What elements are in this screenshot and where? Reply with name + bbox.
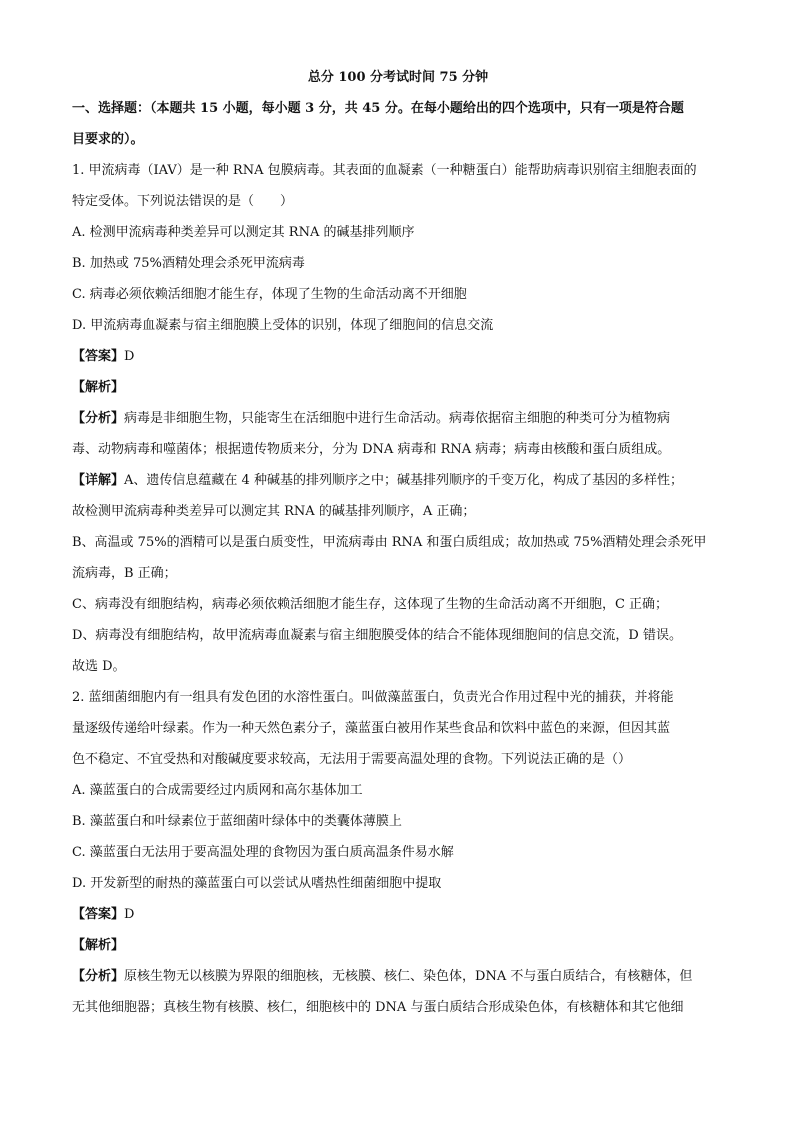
q1-detail-line-3: B、高温或 75%的酒精可以是蛋白质变性，甲流病毒由 RNA 和蛋白质组成；故加热或 75%酒精处理会杀死甲 xyxy=(72,535,707,550)
q1-option-c: C. 病毒必须依赖活细胞才能生存，体现了生物的生命活动离不开细胞 xyxy=(72,287,467,302)
answer-value: D xyxy=(124,907,135,922)
q1-answer xyxy=(72,341,724,372)
q2-option-c: C. 藻蓝蛋白无法用于要高温处理的食物因为蛋白质高温条件易水解 xyxy=(72,845,454,860)
q2-option-a: A. 藻蓝蛋白的合成需要经过内质网和高尔基体加工 xyxy=(72,783,363,798)
section-title-line-1: 一、选择题：（本题共 15 小题，每小题 3 分，共 45 分。在每小题给出的四个选项中，只有一项是符合题 xyxy=(72,101,684,116)
section-title-line-2: 目要求的）。 xyxy=(72,132,144,147)
answer-tag: 【答案】 xyxy=(72,349,125,364)
q2-option-d: D. 开发新型的耐热的藻蓝蛋白可以尝试从嗜热性细菌细胞中提取 xyxy=(72,876,442,891)
document-page xyxy=(72,62,724,1023)
detail-tag: 【详解】 xyxy=(72,473,125,488)
q1-analysis-heading xyxy=(72,372,724,403)
analysis-tag: 【解析】 xyxy=(72,380,125,395)
fenxi-tag: 【分析】 xyxy=(72,969,125,984)
q1-detail-line-1 xyxy=(72,465,724,496)
q1-stem-line-1: 1. 甲流病毒（IAV）是一种 RNA 包膜病毒。其表面的血凝素（一种糖蛋白）能帮助病毒识别宿主细胞表面的 xyxy=(72,163,697,178)
answer-tag: 【答案】 xyxy=(72,907,125,922)
q2-stem-line-2: 量逐级传递给叶绿素。作为一种天然色素分子，藻蓝蛋白被用作某些食品和饮料中蓝色的来源，但因其蓝 xyxy=(72,721,671,736)
q2-fenxi-line-1 xyxy=(72,961,724,992)
q2-fenxi-text-1: 原核生物无以核膜为界限的细胞核，无核膜、核仁、染色体，DNA 不与蛋白质结合，有核糖体，但 xyxy=(124,969,693,984)
q1-fenxi-text-1: 病毒是非细胞生物，只能寄生在活细胞中进行生命活动。病毒依据宿主细胞的种类可分为植物病 xyxy=(124,411,671,426)
q1-detail-line-7: 故选 D。 xyxy=(72,659,126,674)
q2-stem-line-3: 色不稳定、不宜受热和对酸碱度要求较高，无法用于需要高温处理的食物。下列说法正确的是（） xyxy=(72,752,632,767)
q1-option-a: A. 检测甲流病毒种类差异可以测定其 RNA 的碱基排列顺序 xyxy=(72,225,415,240)
q2-stem-line-1: 2. 蓝细菌细胞内有一组具有发色团的水溶性蛋白。叫做藻蓝蛋白，负责光合作用过程中光的捕获，并将能 xyxy=(72,690,674,705)
q1-detail-line-6: D、病毒没有细胞结构，故甲流病毒血凝素与宿主细胞膜受体的结合不能体现细胞间的信息交流，D 错误。 xyxy=(72,628,682,643)
q1-detail-line-4: 流病毒，B 正确； xyxy=(72,566,177,581)
exam-header: 总分 100 分考试时间 75 分钟 xyxy=(307,70,489,85)
q2-answer xyxy=(72,899,724,930)
q1-detail-line-2: 故检测甲流病毒种类差异可以测定其 RNA 的碱基排列顺序，A 正确； xyxy=(72,504,476,519)
q1-detail-line-5: C、病毒没有细胞结构，病毒必须依赖活细胞才能生存，这体现了生物的生命活动离不开细胞，C 正确； xyxy=(72,597,669,612)
q2-analysis-heading xyxy=(72,930,724,961)
q2-option-b: B. 藻蓝蛋白和叶绿素位于蓝细菌叶绿体中的类囊体薄膜上 xyxy=(72,814,402,829)
answer-value: D xyxy=(124,349,135,364)
q1-stem-line-2: 特定受体。下列说法错误的是（ ） xyxy=(72,194,294,209)
q2-fenxi-line-2: 无其他细胞器；真核生物有核膜、核仁，细胞核中的 DNA 与蛋白质结合形成染色体，有核糖体和其它他细 xyxy=(72,1000,684,1015)
q1-fenxi-line-1 xyxy=(72,403,724,434)
q1-detail-text-1: A、遗传信息蕴藏在 4 种碱基的排列顺序之中；碱基排列顺序的千变万化，构成了基因的多样性； xyxy=(124,473,683,488)
q1-fenxi-line-2: 毒、动物病毒和噬菌体；根据遗传物质来分，分为 DNA 病毒和 RNA 病毒；病毒由核酸和蛋白质组成。 xyxy=(72,442,671,457)
q1-option-b: B. 加热或 75%酒精处理会杀死甲流病毒 xyxy=(72,256,305,271)
fenxi-tag: 【分析】 xyxy=(72,411,125,426)
q1-option-d: D. 甲流病毒血凝素与宿主细胞膜上受体的识别，体现了细胞间的信息交流 xyxy=(72,318,494,333)
analysis-tag: 【解析】 xyxy=(72,938,125,953)
